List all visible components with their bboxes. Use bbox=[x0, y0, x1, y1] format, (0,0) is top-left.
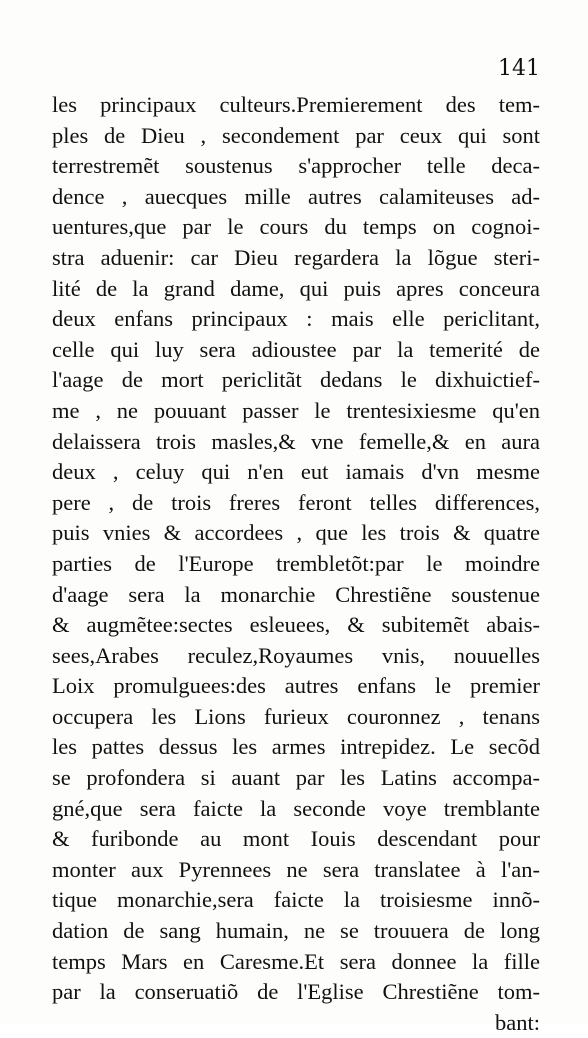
text-line: pere , de trois freres feront telles differences, bbox=[52, 489, 540, 515]
text-line: & augmẽtee:sectes esleuees, & subitemẽt abais- bbox=[52, 612, 540, 638]
text-line: d'aage sera la monarchie Chrestiẽne soustenue bbox=[52, 581, 540, 607]
text-line: se profondera si auant par les Latins accompa- bbox=[52, 765, 540, 791]
catchword: bant: bbox=[495, 1009, 540, 1035]
text-line: puis vnies & accordees , que les trois & quatre bbox=[52, 520, 540, 546]
text-line: dation de sang humain, ne se trouuera de long bbox=[52, 918, 540, 944]
text-line: parties de l'Europe trembletõt:par le moindre bbox=[52, 550, 540, 576]
text-line: tique monarchie,sera faicte la troisiesme innõ- bbox=[52, 887, 540, 913]
text-line: stra aduenir: car Dieu regardera la lõgue steri- bbox=[52, 244, 540, 270]
text-line: me , ne pouuant passer le trentesixiesme qu'en bbox=[52, 397, 540, 423]
text-line: lité de la grand dame, qui puis apres conceura bbox=[52, 275, 540, 301]
text-line: par la conseruatiõ de l'Eglise Chrestiẽne tom- bbox=[52, 979, 540, 1005]
text-line: les pattes dessus les armes intrepidez. Le secõd bbox=[52, 734, 540, 760]
text-line: ples de Dieu , secondement par ceux qui sont bbox=[52, 122, 540, 148]
text-line: dence , auecques mille autres calamiteuses ad- bbox=[52, 183, 540, 209]
text-line: deux enfans principaux : mais elle periclitant, bbox=[52, 306, 540, 332]
text-line: uentures,que par le cours du temps on cognoi- bbox=[52, 214, 540, 240]
text-line: sees,Arabes reculez,Royaumes vnis, nouuelles bbox=[52, 642, 540, 668]
text-line: deux , celuy qui n'en eut iamais d'vn mesme bbox=[52, 459, 540, 485]
text-line: occupera les Lions furieux couronnez , tenans bbox=[52, 703, 540, 729]
text-line: temps Mars en Caresme.Et sera donnee la fille bbox=[52, 948, 540, 974]
text-line: Loix promulguees:des autres enfans le premier bbox=[52, 673, 540, 699]
page-number: 141 bbox=[498, 56, 540, 81]
text-line: terrestremẽt soustenus s'approcher telle deca- bbox=[52, 153, 540, 179]
body-text bbox=[52, 90, 540, 1038]
text-line: delaissera trois masles,& vne femelle,& en aura bbox=[52, 428, 540, 454]
text-line: monter aux Pyrennees ne sera translatee à l'an- bbox=[52, 856, 540, 882]
text-line: l'aage de mort periclitãt dedans le dixhuictief- bbox=[52, 367, 540, 393]
text-line: gné,que sera faicte la seconde voye tremblante bbox=[52, 795, 540, 821]
text-line: celle qui luy sera adioustee par la temerité de bbox=[52, 336, 540, 362]
text-line: les principaux culteurs.Premierement des tem- bbox=[52, 92, 540, 117]
text-line: & furibonde au mont Iouis descendant pour bbox=[52, 826, 540, 852]
